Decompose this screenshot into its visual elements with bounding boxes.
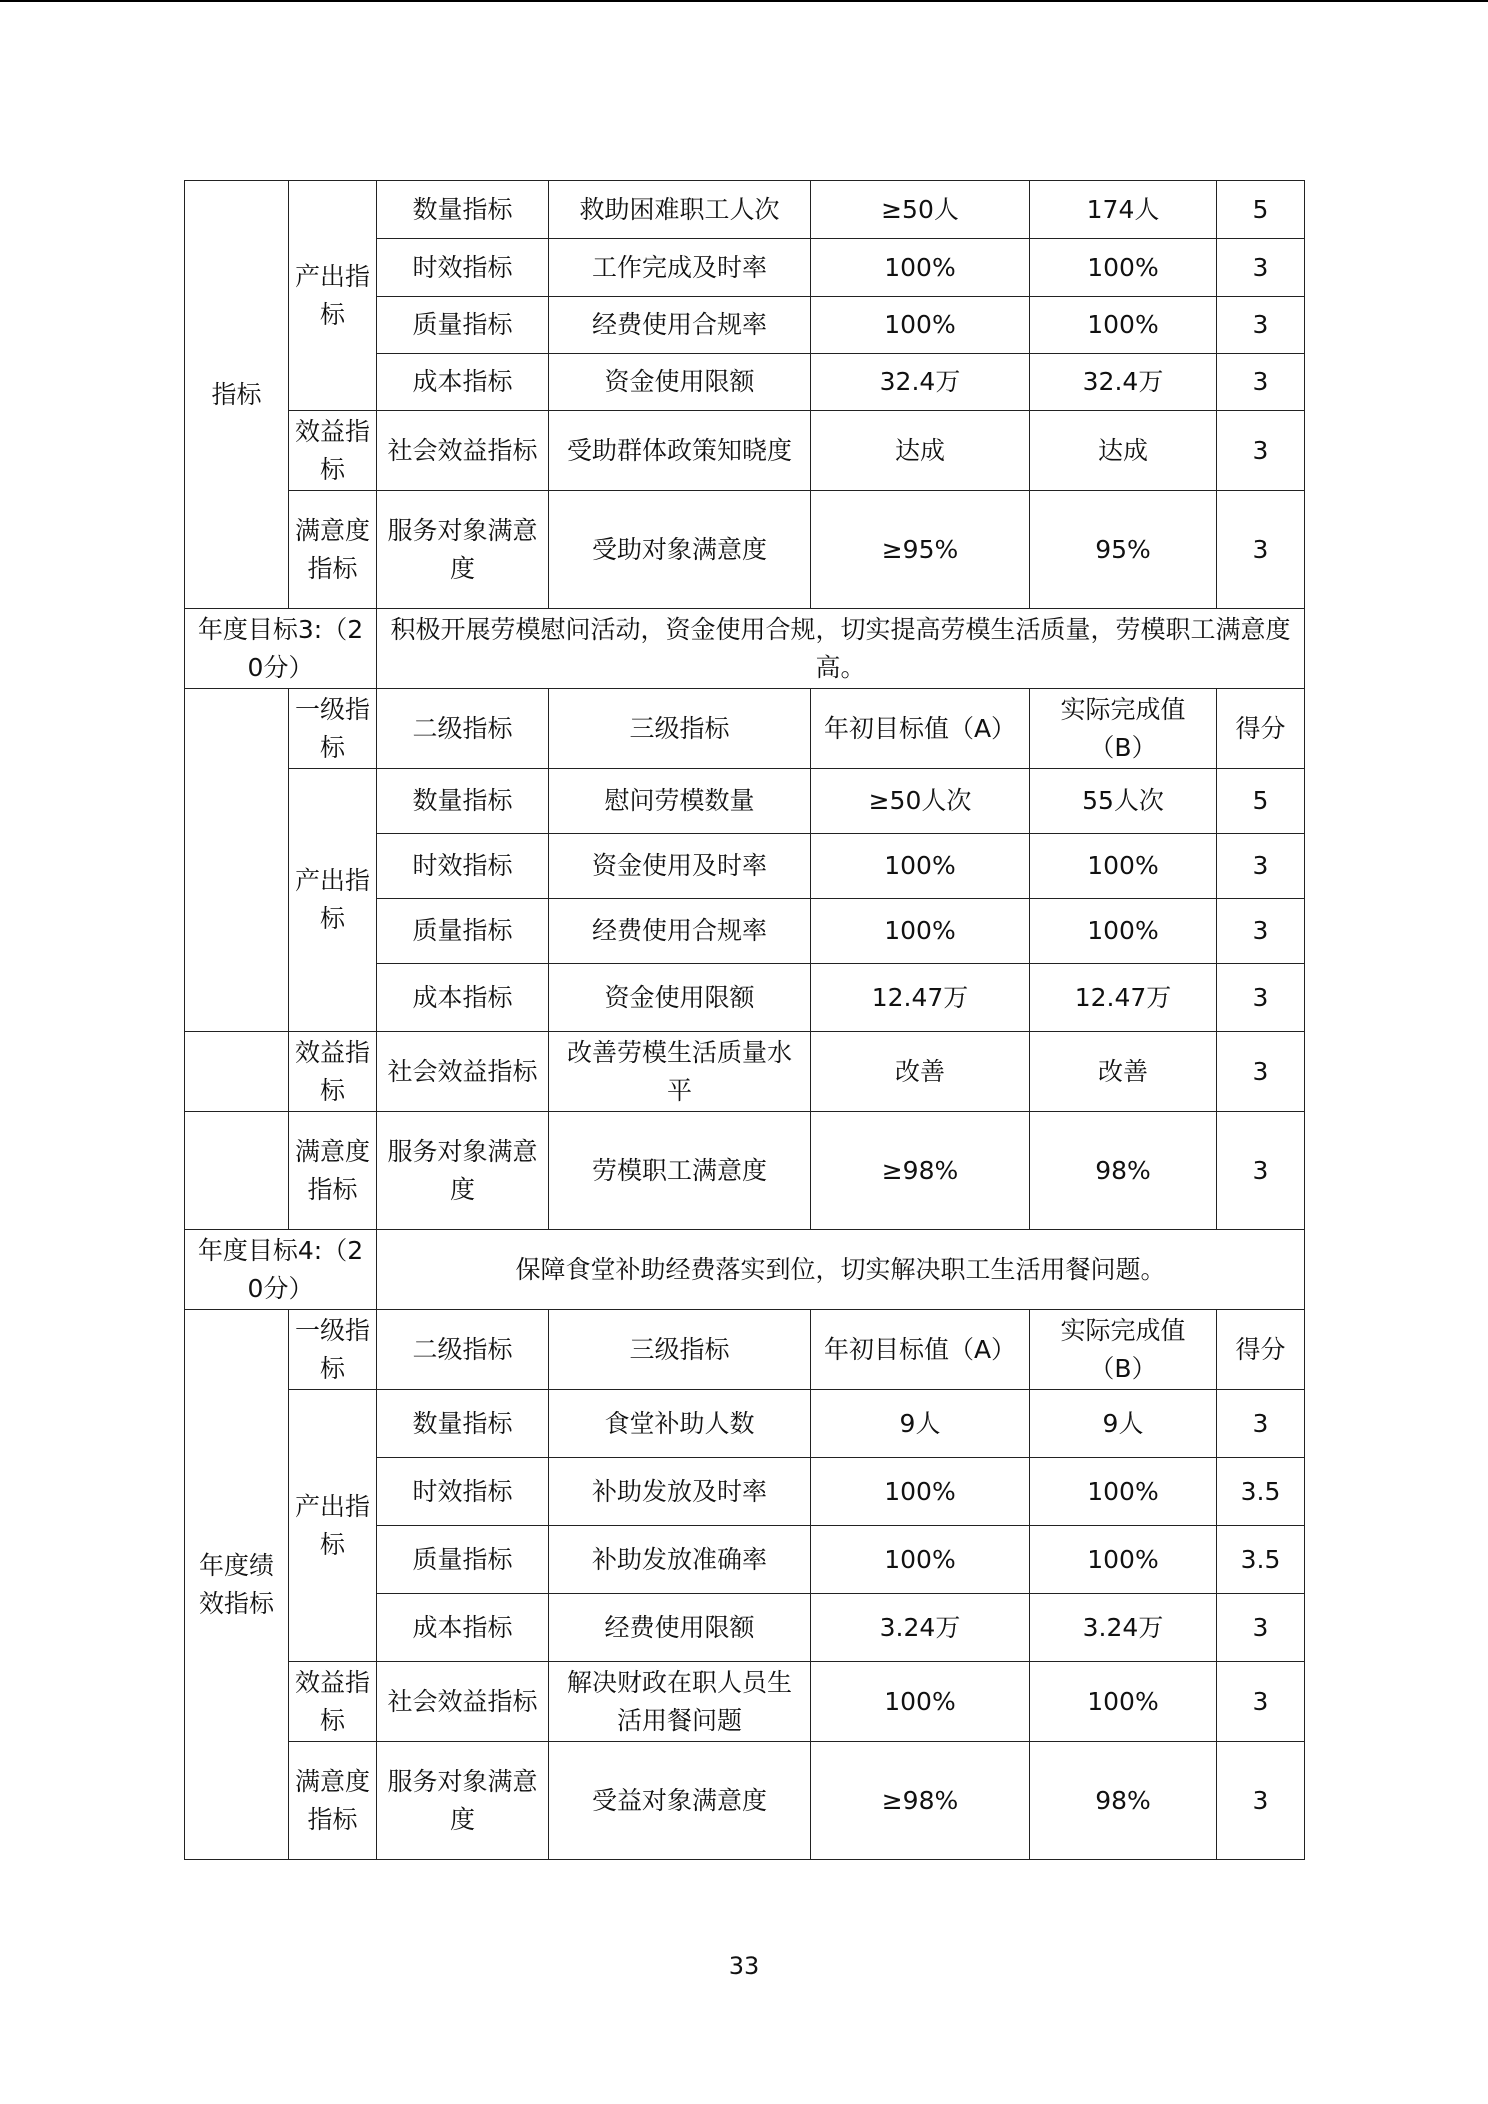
performance-table-page — [184, 180, 1304, 1860]
target-cell: 100% — [811, 1662, 1030, 1742]
level2-cell: 数量指标 — [377, 1390, 549, 1458]
score-cell: 3 — [1217, 297, 1305, 354]
level2-cell: 时效指标 — [377, 239, 549, 297]
satisfaction-indicator-label: 满意度指标 — [289, 1112, 377, 1230]
level3-cell: 工作完成及时率 — [549, 239, 811, 297]
score-cell: 3 — [1217, 834, 1305, 899]
level2-cell: 数量指标 — [377, 181, 549, 239]
performance-table — [184, 180, 1305, 1860]
table-row — [185, 411, 1305, 491]
table-row — [185, 491, 1305, 609]
level3-cell: 经费使用合规率 — [549, 899, 811, 964]
score-cell: 3 — [1217, 1112, 1305, 1230]
actual-cell: 174人 — [1030, 181, 1217, 239]
score-cell: 3 — [1217, 491, 1305, 609]
output-indicator-label: 产出指标 — [289, 1390, 377, 1662]
header-level1: 一级指标 — [289, 689, 377, 769]
header-level3: 三级指标 — [549, 1310, 811, 1390]
header-target: 年初目标值（A） — [811, 1310, 1030, 1390]
actual-cell: 100% — [1030, 1458, 1217, 1526]
top-border-line — [0, 0, 1488, 2]
score-cell: 3 — [1217, 1594, 1305, 1662]
goal4-row — [185, 1230, 1305, 1310]
header-score: 得分 — [1217, 689, 1305, 769]
target-cell: 12.47万 — [811, 964, 1030, 1032]
table-row — [185, 769, 1305, 834]
level2-cell: 质量指标 — [377, 899, 549, 964]
target-cell: 3.24万 — [811, 1594, 1030, 1662]
blank-cell — [185, 689, 289, 1032]
level3-cell: 劳模职工满意度 — [549, 1112, 811, 1230]
level3-cell: 补助发放及时率 — [549, 1458, 811, 1526]
level2-cell: 成本指标 — [377, 964, 549, 1032]
output-indicator-label: 产出指标 — [289, 181, 377, 411]
actual-cell: 改善 — [1030, 1032, 1217, 1112]
actual-cell: 32.4万 — [1030, 354, 1217, 411]
header-level3: 三级指标 — [549, 689, 811, 769]
header-actual: 实际完成值（B） — [1030, 689, 1217, 769]
actual-cell: 98% — [1030, 1742, 1217, 1860]
level2-cell: 质量指标 — [377, 297, 549, 354]
header-level2: 二级指标 — [377, 1310, 549, 1390]
target-cell: ≥50人 — [811, 181, 1030, 239]
goal3-row — [185, 609, 1305, 689]
actual-cell: 95% — [1030, 491, 1217, 609]
goal4-description: 保障食堂补助经费落实到位，切实解决职工生活用餐问题。 — [377, 1230, 1305, 1310]
score-cell: 3 — [1217, 1662, 1305, 1742]
target-cell: 32.4万 — [811, 354, 1030, 411]
score-cell: 5 — [1217, 181, 1305, 239]
score-cell: 3.5 — [1217, 1458, 1305, 1526]
level2-cell: 社会效益指标 — [377, 411, 549, 491]
level2-cell: 数量指标 — [377, 769, 549, 834]
level3-cell: 资金使用限额 — [549, 964, 811, 1032]
table-row — [185, 1032, 1305, 1112]
level2-cell: 成本指标 — [377, 1594, 549, 1662]
header-target: 年初目标值（A） — [811, 689, 1030, 769]
satisfaction-indicator-label: 满意度指标 — [289, 1742, 377, 1860]
score-cell: 3 — [1217, 1742, 1305, 1860]
target-cell: ≥98% — [811, 1742, 1030, 1860]
score-cell: 3 — [1217, 411, 1305, 491]
level2-cell: 时效指标 — [377, 1458, 549, 1526]
level3-cell: 解决财政在职人员生活用餐问题 — [549, 1662, 811, 1742]
level2-cell: 质量指标 — [377, 1526, 549, 1594]
level3-cell: 受益对象满意度 — [549, 1742, 811, 1860]
target-cell: 100% — [811, 1458, 1030, 1526]
score-cell: 3 — [1217, 354, 1305, 411]
goal4-label: 年度目标4:（20分） — [185, 1230, 377, 1310]
level2-cell: 服务对象满意度 — [377, 491, 549, 609]
header-level1: 一级指标 — [289, 1310, 377, 1390]
page-number: 33 — [728, 1952, 760, 1980]
level3-cell: 经费使用合规率 — [549, 297, 811, 354]
table-row — [185, 1742, 1305, 1860]
actual-cell: 100% — [1030, 1526, 1217, 1594]
level3-cell: 资金使用及时率 — [549, 834, 811, 899]
satisfaction-indicator-label: 满意度指标 — [289, 491, 377, 609]
actual-cell: 100% — [1030, 1662, 1217, 1742]
score-cell: 3 — [1217, 1032, 1305, 1112]
header-actual: 实际完成值（B） — [1030, 1310, 1217, 1390]
score-cell: 3.5 — [1217, 1526, 1305, 1594]
level2-cell: 成本指标 — [377, 354, 549, 411]
target-cell: 改善 — [811, 1032, 1030, 1112]
actual-cell: 9人 — [1030, 1390, 1217, 1458]
actual-cell: 100% — [1030, 834, 1217, 899]
goal3-description: 积极开展劳模慰问活动，资金使用合规，切实提高劳模生活质量，劳模职工满意度高。 — [377, 609, 1305, 689]
target-cell: ≥98% — [811, 1112, 1030, 1230]
benefit-indicator-label: 效益指标 — [289, 411, 377, 491]
header-level2: 二级指标 — [377, 689, 549, 769]
actual-cell: 3.24万 — [1030, 1594, 1217, 1662]
score-cell: 3 — [1217, 1390, 1305, 1458]
actual-cell: 12.47万 — [1030, 964, 1217, 1032]
score-cell: 5 — [1217, 769, 1305, 834]
level3-cell: 受助对象满意度 — [549, 491, 811, 609]
table-row — [185, 1662, 1305, 1742]
level3-cell: 经费使用限额 — [549, 1594, 811, 1662]
actual-cell: 100% — [1030, 297, 1217, 354]
level3-cell: 慰问劳模数量 — [549, 769, 811, 834]
target-cell: 100% — [811, 899, 1030, 964]
header-row — [185, 689, 1305, 769]
benefit-indicator-label: 效益指标 — [289, 1032, 377, 1112]
level2-cell: 服务对象满意度 — [377, 1112, 549, 1230]
level2-cell: 社会效益指标 — [377, 1662, 549, 1742]
actual-cell: 100% — [1030, 899, 1217, 964]
target-cell: 达成 — [811, 411, 1030, 491]
target-cell: 100% — [811, 239, 1030, 297]
level3-cell: 食堂补助人数 — [549, 1390, 811, 1458]
target-cell: 100% — [811, 297, 1030, 354]
actual-cell: 100% — [1030, 239, 1217, 297]
table-row — [185, 1390, 1305, 1458]
level3-cell: 受助群体政策知晓度 — [549, 411, 811, 491]
table-row — [185, 1112, 1305, 1230]
target-cell: 100% — [811, 834, 1030, 899]
blank-cell — [185, 1112, 289, 1230]
output-indicator-label: 产出指标 — [289, 769, 377, 1032]
actual-cell: 达成 — [1030, 411, 1217, 491]
score-cell: 3 — [1217, 239, 1305, 297]
benefit-indicator-label: 效益指标 — [289, 1662, 377, 1742]
goal3-label: 年度目标3:（20分） — [185, 609, 377, 689]
header-row — [185, 1310, 1305, 1390]
target-cell: 9人 — [811, 1390, 1030, 1458]
target-cell: 100% — [811, 1526, 1030, 1594]
actual-cell: 98% — [1030, 1112, 1217, 1230]
level2-cell: 时效指标 — [377, 834, 549, 899]
actual-cell: 55人次 — [1030, 769, 1217, 834]
target-cell: ≥95% — [811, 491, 1030, 609]
annual-performance-indicator-label: 年度绩效指标 — [185, 1310, 289, 1860]
score-cell: 3 — [1217, 899, 1305, 964]
score-cell: 3 — [1217, 964, 1305, 1032]
level3-cell: 补助发放准确率 — [549, 1526, 811, 1594]
level3-cell: 救助困难职工人次 — [549, 181, 811, 239]
first-level-indicator-label: 指标 — [185, 181, 289, 609]
blank-cell — [185, 1032, 289, 1112]
level3-cell: 改善劳模生活质量水平 — [549, 1032, 811, 1112]
target-cell: ≥50人次 — [811, 769, 1030, 834]
table-row — [185, 181, 1305, 239]
level2-cell: 社会效益指标 — [377, 1032, 549, 1112]
level2-cell: 服务对象满意度 — [377, 1742, 549, 1860]
level3-cell: 资金使用限额 — [549, 354, 811, 411]
header-score: 得分 — [1217, 1310, 1305, 1390]
